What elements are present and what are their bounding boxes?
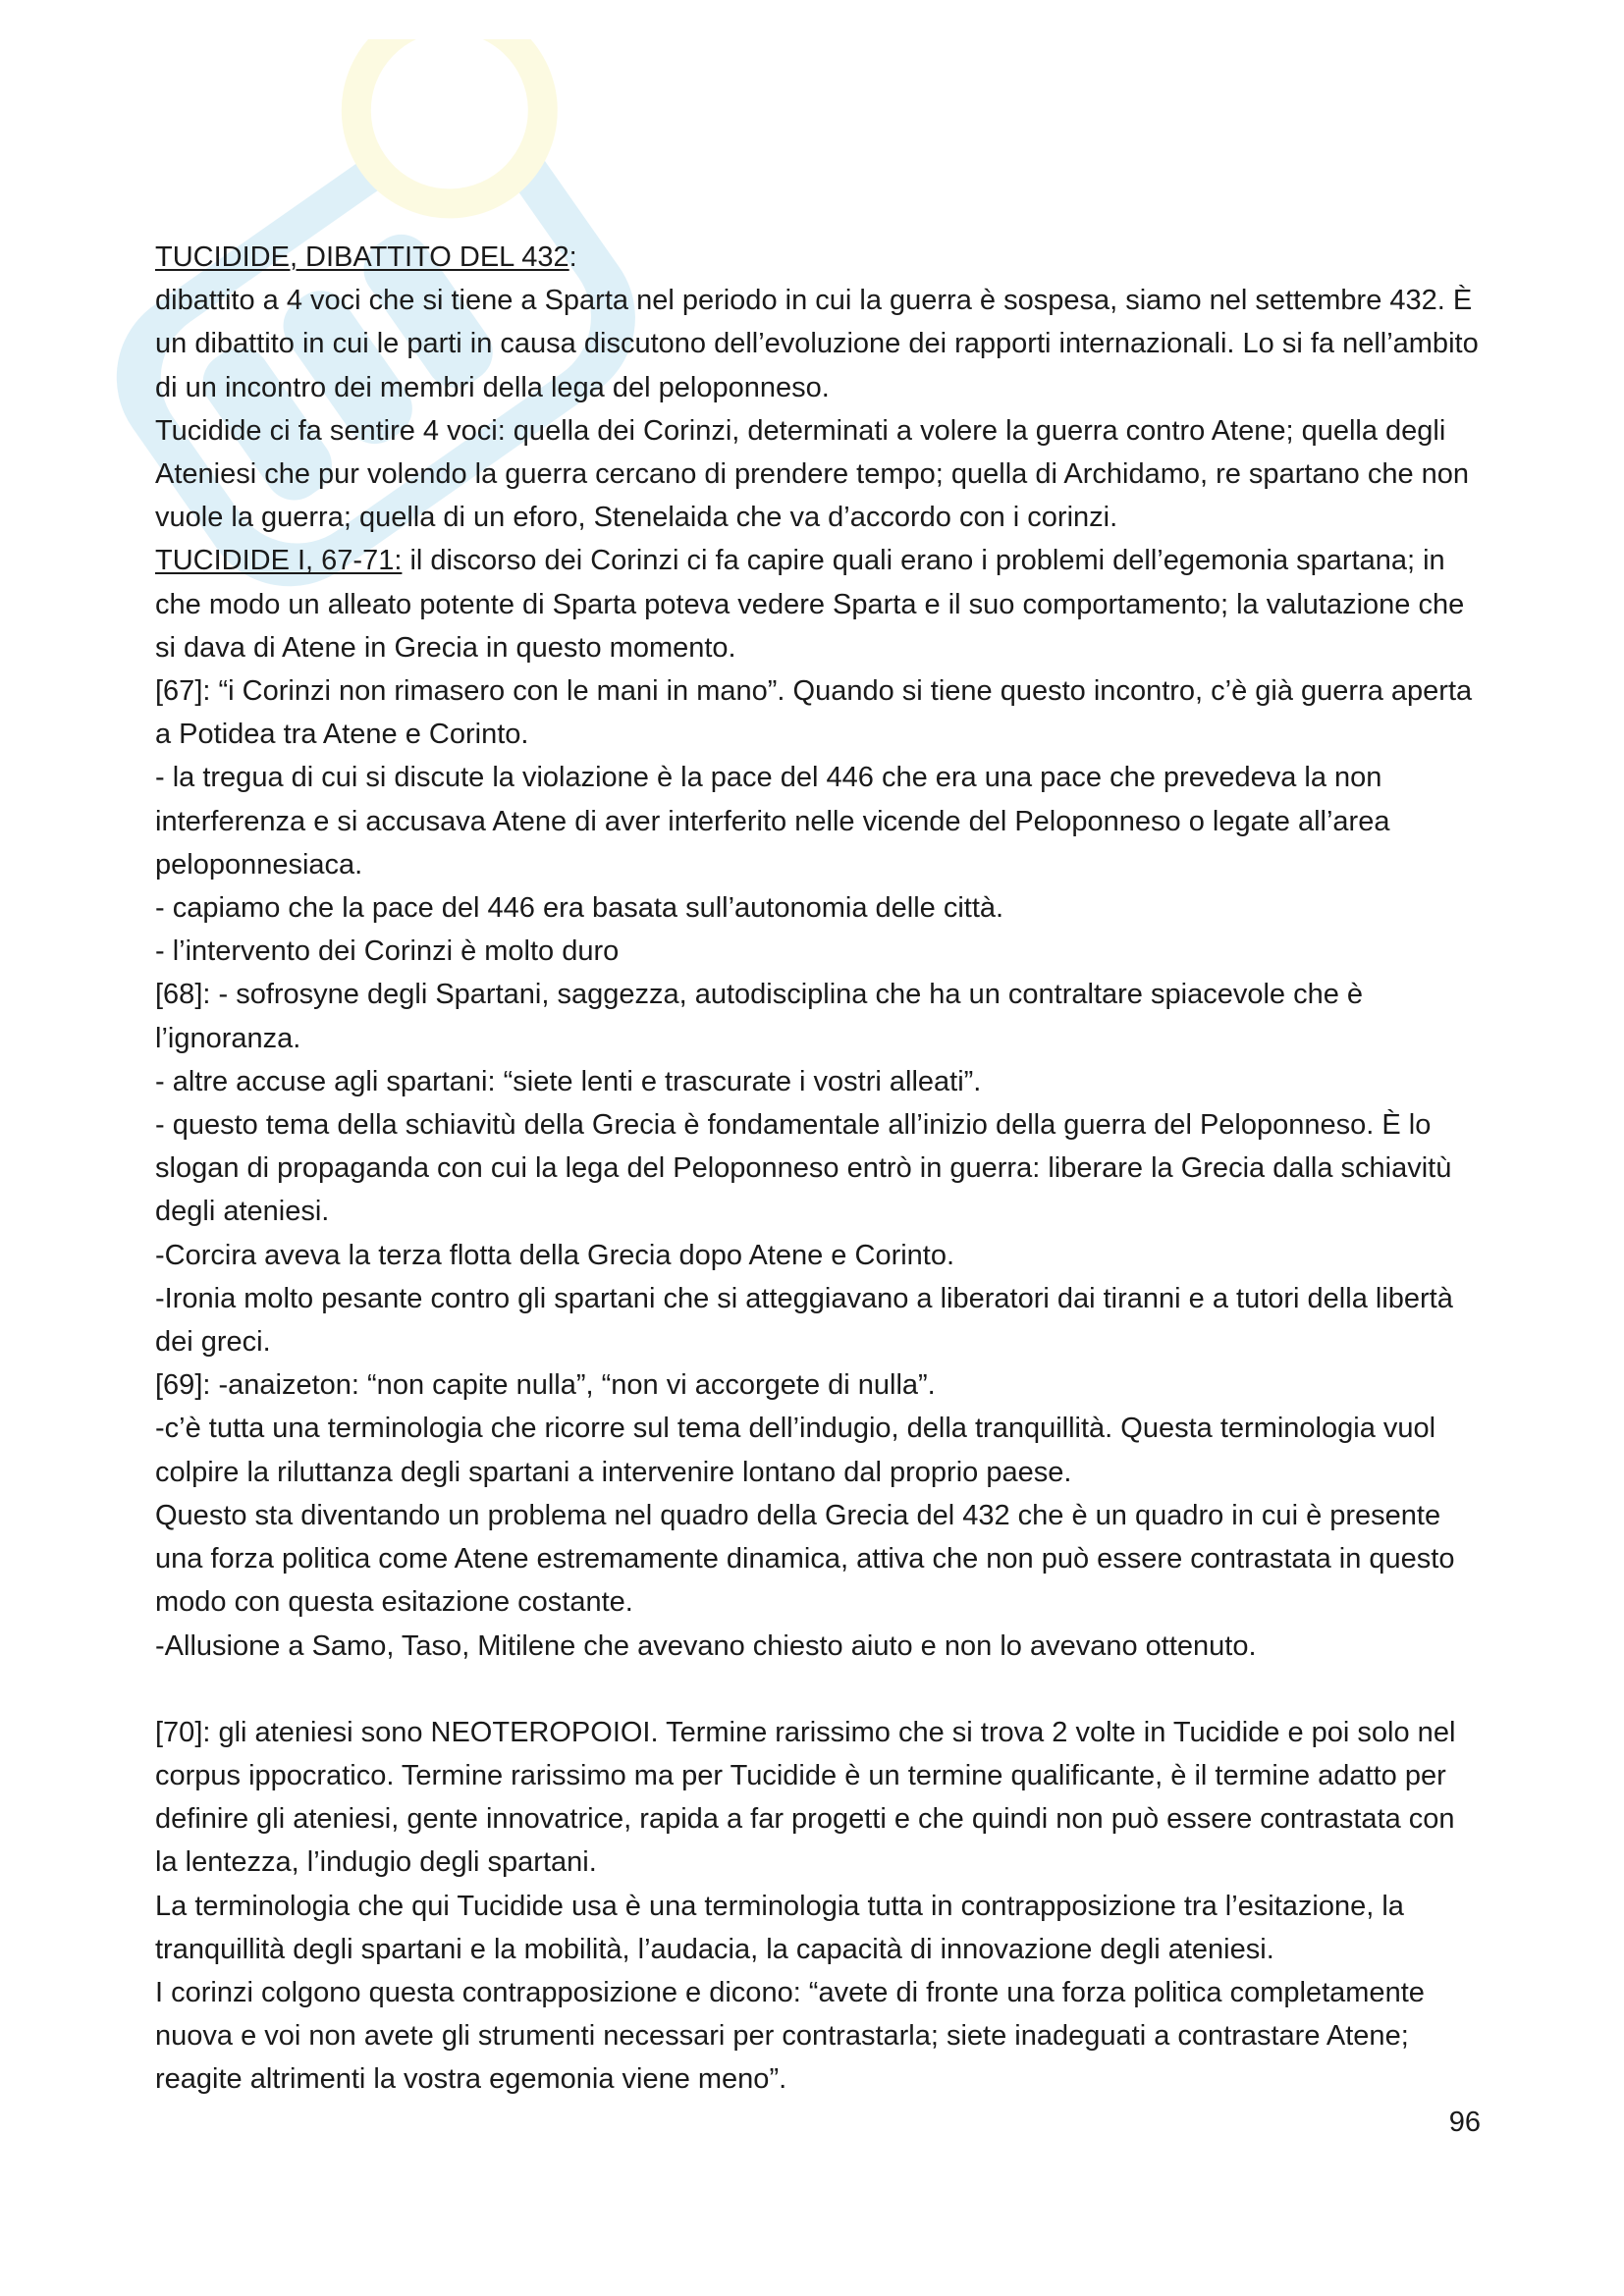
page-number: 96 <box>1448 2107 1481 2138</box>
paragraph: -Allusione a Samo, Taso, Mitilene che avevano chiesto aiuto e non lo avevano ottenuto. <box>155 1629 1257 1662</box>
paragraph: La terminologia che qui Tucidide usa è una terminologia tutta in contrapposizione tra l’esitazione, la tranquillità degli spartani e la mobilità, l’audacia, la capacità di innovazione degli ateniesi. <box>155 1890 1404 1965</box>
paragraph: -Corcira aveva la terza flotta della Grecia dopo Atene e Corinto. <box>155 1239 955 1271</box>
reference-label: TUCIDIDE I, 67-71: <box>155 545 403 577</box>
paragraph-gap <box>155 1668 1481 1711</box>
paragraph: - altre accuse agli spartani: “siete lenti e trascurate i vostri alleati”. <box>155 1065 982 1097</box>
page-content <box>155 236 1481 2102</box>
reference-text: il discorso dei Corinzi ci fa capire quali erano i problemi dell’egemonia spartana; in che modo un alleato potente di Sparta poteva vedere Sparta e il suo comportamento; la valutazione che si dava di Atene in Grecia in questo momento. <box>155 545 1465 664</box>
paragraph: [68]: - sofrosyne degli Spartani, saggezza, autodisciplina che ha un contraltare spiacevole che è l’ignoranza. <box>155 979 1364 1054</box>
paragraph: [69]: -anaizeton: “non capite nulla”, “non vi accorgete di nulla”. <box>155 1369 936 1402</box>
paragraph: -c’è tutta una terminologia che ricorre sul tema dell’indugio, della tranquillità. Questa terminologia vuol colpire la riluttanza degli spartani a intervenire lontano dal proprio paese. <box>155 1413 1436 1488</box>
paragraph: Questo sta diventando un problema nel quadro della Grecia del 432 che è un quadro in cui è presente una forza politica come Atene estremamente dinamica, attiva che non può essere contrastata in questo modo con questa esitazione costante. <box>155 1499 1455 1619</box>
paragraph: [70]: gli ateniesi sono NEOTEROPOIOI. Termine rarissimo che si trova 2 volte in Tucidide e poi solo nel corpus ippocratico. Termine rarissimo ma per Tucidide è un termine qualificante, è il termine adatto per definire gli ateniesi, gente innovatrice, rapida a far progetti e che quindi non può essere contrastata con la lentezza, l’indugio degli spartani. <box>155 1716 1456 1879</box>
section-heading <box>155 236 1481 279</box>
heading-title: TUCIDIDE, DIBATTITO DEL 432 <box>155 241 569 273</box>
paragraph: I corinzi colgono questa contrapposizione e dicono: “avete di fronte una forza politica completamente nuova e voi non avete gli strumenti necessari per contrastarla; siete inadeguati a contrastare Atene; reagite altrimenti la vostra egemonia viene meno”. <box>155 1976 1425 2096</box>
paragraph: [67]: “i Corinzi non rimasero con le mani in mano”. Quando si tiene questo incontro, c’è già guerra aperta a Potidea tra Atene e Corinto. <box>155 675 1473 751</box>
paragraph: - capiamo che la pace del 446 era basata sull’autonomia delle città. <box>155 892 1004 925</box>
heading-colon: : <box>568 241 577 273</box>
paragraph: -Ironia molto pesante contro gli spartani che si atteggiavano a liberatori dai tiranni e a tutori della libertà dei greci. <box>155 1282 1453 1359</box>
paragraph: dibattito a 4 voci che si tiene a Sparta nel periodo in cui la guerra è sospesa, siamo nel settembre 432. È un dibattito in cui le parti in causa discutono dell’evoluzione dei rapporti internazionali. Lo si fa nell’ambito di un incontro dei membri della lega del peloponneso. <box>155 285 1479 403</box>
paragraph: Tucidide ci fa sentire 4 voci: quella dei Corinzi, determinati a volere la guerra contro Atene; quella degli Ateniesi che pur volendo la guerra cercano di prendere tempo; quella di Archidamo, re spartano che non vuole la guerra; quella di un eforo, Stenelaida che va d’accordo con i corinzi. <box>155 414 1470 534</box>
paragraph: - l’intervento dei Corinzi è molto duro <box>155 935 620 968</box>
paragraph: - questo tema della schiavitù della Grecia è fondamentale all’inizio della guerra del Peloponneso. È lo slogan di propaganda con cui la lega del Peloponneso entrò in guerra: liberare la Grecia dalla schiavitù degli ateniesi. <box>155 1109 1452 1228</box>
paragraph: - la tregua di cui si discute la violazione è la pace del 446 che era una pace che prevedeva la non interferenza e si accusava Atene di aver interferito nelle vicende del Peloponneso o legate all’area peloponnesiaca. <box>155 762 1390 881</box>
reference-paragraph <box>155 539 1481 669</box>
